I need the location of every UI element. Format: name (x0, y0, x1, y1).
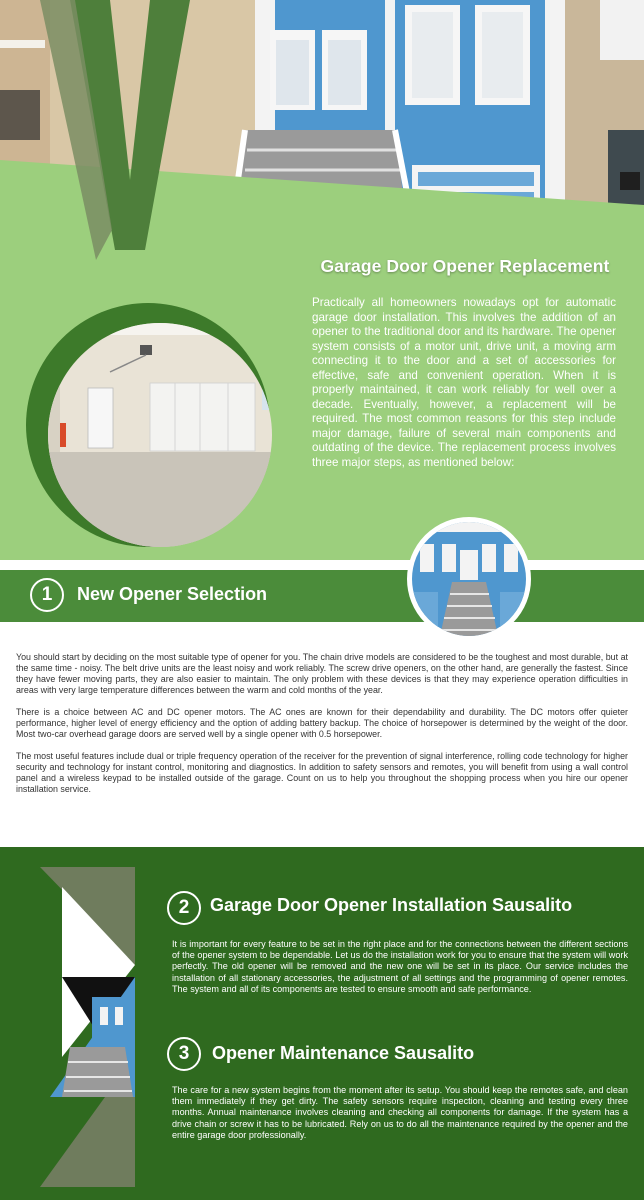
bottom-section (0, 847, 644, 1200)
section1-number-badge: 1 (30, 578, 64, 612)
section1-body (16, 652, 628, 806)
section1-heading: New Opener Selection (77, 584, 268, 604)
section1-paragraph: The most useful features include dual or triple frequency operation of the receiver for the prevention of signal interference, rolling code technology for higher security and technology for instant control, monitoring and diagnostics. In addition to safety sensors and remotes, you will benefit from using a wall control panel and a wireless keypad to be installed outside of the garage. Count on us to help you throughout the shopping process when you hire our opener installation service. (16, 751, 628, 794)
section1-paragraph: You should start by deciding on the most suitable type of opener for you. The chain drive models are considered to be the toughest and most durable, but at the same time - noisy. The belt drive units are the least noisy and work reliably. The screw drive openers, on the other hand, are generally the fastest. Since they have fewer moving parts, they are also easier to maintain. The only problem with these devices is that they may experience operation difficulties in areas with very large temperature differences between the warm and cold months of the year. (16, 652, 628, 695)
hero-body-text: Practically all homeowners nowadays opt for automatic garage door installation. This involves the addition of an opener to the traditional door and its hardware. The opener system consists of a motor unit, drive unit, a moving arm connecting it to the door and a set of accessories for effective, safe and convenient operation. When it is properly maintained, it can work reliably for well over a decade. Eventually, however, a replacement will be required. The most common reasons for this step include major damage, failure of several main components and outdating of the device. The replacement process involves three major steps, as mentioned below: (312, 296, 616, 469)
hero-title: Garage Door Opener Replacement (320, 256, 610, 276)
section2-heading: Garage Door Opener Installation Sausalito (210, 895, 573, 915)
hero-background (0, 0, 644, 560)
section3-number-badge: 3 (167, 1037, 201, 1071)
section2-number-badge: 2 (167, 891, 201, 925)
house-thumbnail-image (407, 517, 531, 641)
section1-paragraph: There is a choice between AC and DC opener motors. The AC ones are known for their dependability and durability. The DC motors offer quieter performance, higher level of energy efficiency and the option of adding battery backup. The choice of horsepower is determined by the weight of the door. Most two-car overhead garage doors are served well by a single opener with 0.5 horsepower. (16, 707, 628, 739)
section3-heading: Opener Maintenance Sausalito (212, 1043, 475, 1063)
hero-section (0, 0, 644, 560)
section1-header-bar (0, 570, 644, 622)
section3-body: The care for a new system begins from the moment after its setup. You should keep the remotes safe, and clean them immediately if they get dirty. The safety sensors require inspection, cleaning and testing every three months. Annual maintenance involves cleaning and checking all components for damage. If the system has a drive chain or screw it has to be lubricated. Rely on us to do all the maintenance required by the opener and the entire garage door professionally. (172, 1085, 628, 1140)
section2-body: It is important for every feature to be set in the right place and for the connections between the different sections of the opener system to be dependable. Let us do the installation work for you to ensure that the system will work perfectly. The old opener will be removed and the new one will be set in its place. Our service includes the installation of all stationary accessories, the adjustment of all settings and the programming of opener remotes. The system and all of its components are tested to ensure smooth and safe performance. (172, 939, 628, 994)
